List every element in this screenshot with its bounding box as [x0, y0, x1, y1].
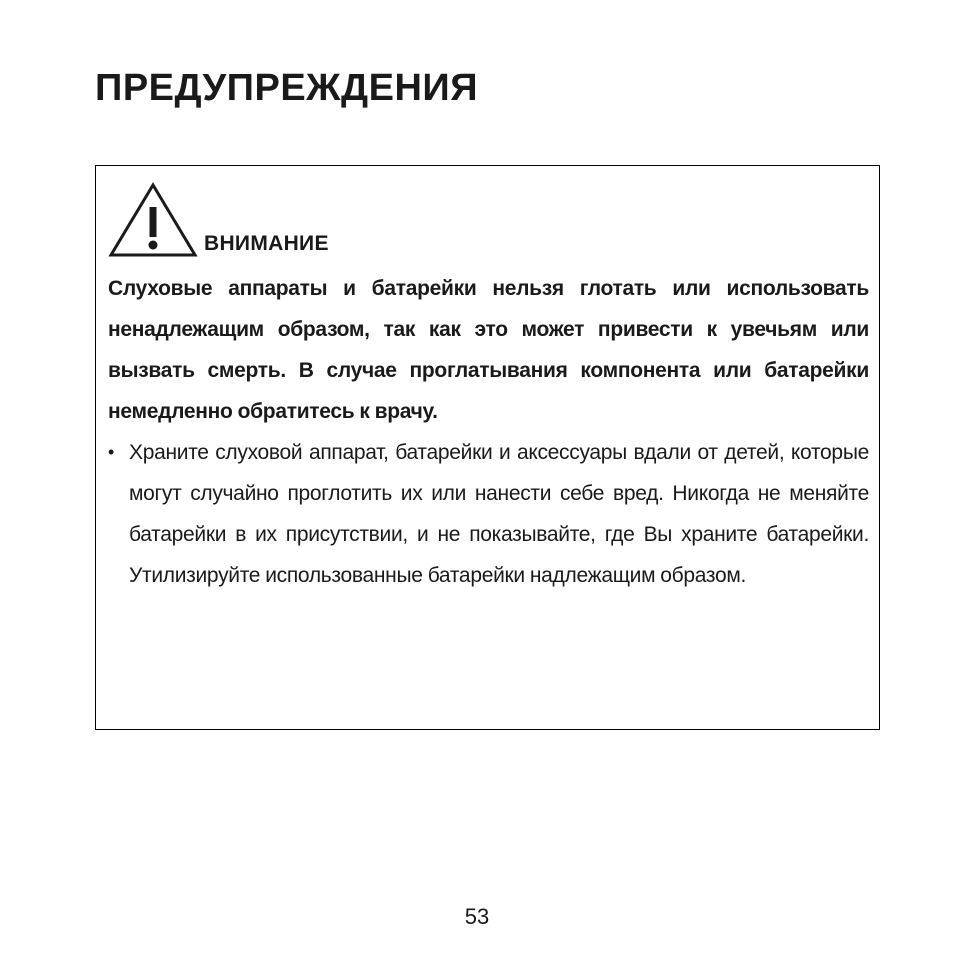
- warning-triangle-icon: [108, 182, 198, 258]
- warning-text: Слуховые аппараты и батарейки нельзя глотать или использовать ненадлежащим образом, так как это может привести к увечьям или вызвать смерть. В случае проглатывания компонента или батарейки немедленно обратитесь к врачу.: [108, 277, 869, 423]
- list-item-text: Храните слуховой аппарат, батарейки и аксессуары вдали от детей, которые могут случайно проглотить их или нанести себе вред. Никогда не меняйте батарейки в их присутствии, и не показывайте, где Вы храните батарейки. Утилизируйте использованные батарейки надлежащим образом.: [129, 441, 869, 587]
- page-number: 53: [464, 904, 490, 929]
- warning-label: ВНИМАНИЕ: [204, 232, 329, 255]
- warning-header: [108, 182, 869, 258]
- list-item: [108, 432, 869, 596]
- bullet-list: [108, 432, 869, 596]
- warning-box: [95, 165, 880, 730]
- page-title: ПРЕДУПРЕЖДЕНИЯ: [95, 67, 479, 109]
- bullet-icon: •: [108, 442, 115, 462]
